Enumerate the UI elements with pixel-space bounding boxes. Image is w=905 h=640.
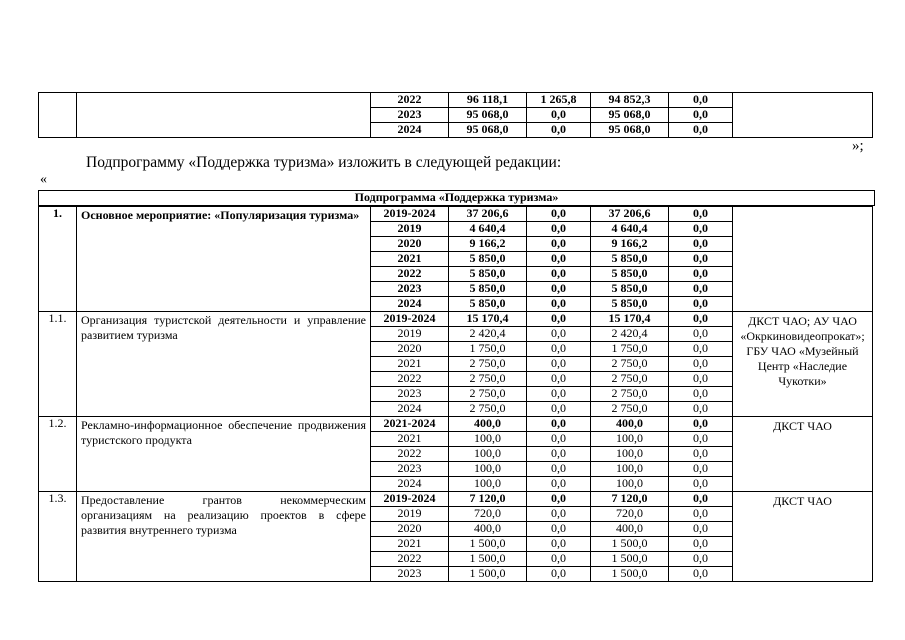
cell-total: 15 170,4 — [449, 312, 527, 327]
cell-c1: 0,0 — [527, 237, 591, 252]
cell-c3: 0,0 — [669, 108, 733, 123]
cell-c2: 2 420,4 — [591, 327, 669, 342]
section-name: Основное мероприятие: «Популяризация туризма» — [77, 207, 371, 312]
cell-c2: 9 166,2 — [591, 237, 669, 252]
cell-c1: 0,0 — [527, 327, 591, 342]
section-number: 1.3. — [39, 492, 77, 582]
cell-c2: 1 750,0 — [591, 342, 669, 357]
cell-c1: 0,0 — [527, 522, 591, 537]
cell-total: 95 068,0 — [449, 108, 527, 123]
cell-c2: 400,0 — [591, 522, 669, 537]
cell-c2: 5 850,0 — [591, 282, 669, 297]
responsible-cell: ДКСТ ЧАО — [733, 492, 873, 582]
responsible-cell — [733, 207, 873, 312]
cell-c2: 720,0 — [591, 507, 669, 522]
cell-c2: 5 850,0 — [591, 252, 669, 267]
cell-c2: 2 750,0 — [591, 372, 669, 387]
section-number: 1.2. — [39, 417, 77, 492]
cell-year: 2021 — [371, 357, 449, 372]
cell-c3: 0,0 — [669, 567, 733, 582]
cell-c1: 0,0 — [527, 462, 591, 477]
cell-total: 5 850,0 — [449, 267, 527, 282]
cell-c2: 7 120,0 — [591, 492, 669, 507]
cell-c1: 0,0 — [527, 417, 591, 432]
cell-c3: 0,0 — [669, 312, 733, 327]
cell-c1: 0,0 — [527, 372, 591, 387]
cell-year: 2019-2024 — [371, 492, 449, 507]
cell-c2: 4 640,4 — [591, 222, 669, 237]
table-row — [39, 207, 873, 222]
cell-c1: 1 265,8 — [527, 93, 591, 108]
cell-year: 2020 — [371, 342, 449, 357]
cell-c2: 2 750,0 — [591, 357, 669, 372]
responsible-cell: ДКСТ ЧАО; АУ ЧАО «Окркиновидеопрокат»; ГБУ ЧАО «Музейный Центр «Наследие Чукотки» — [733, 312, 873, 417]
top-budget-table — [38, 92, 873, 138]
cell-c1: 0,0 — [527, 402, 591, 417]
cell-total: 400,0 — [449, 522, 527, 537]
cell-total: 100,0 — [449, 447, 527, 462]
cell-c2: 95 068,0 — [591, 108, 669, 123]
cell-c3: 0,0 — [669, 357, 733, 372]
cell-total: 100,0 — [449, 477, 527, 492]
cell-year: 2021-2024 — [371, 417, 449, 432]
cell-c2: 37 206,6 — [591, 207, 669, 222]
cell-c3: 0,0 — [669, 372, 733, 387]
cell-total: 4 640,4 — [449, 222, 527, 237]
cell-total: 5 850,0 — [449, 297, 527, 312]
cell-c1: 0,0 — [527, 567, 591, 582]
cell-total: 1 500,0 — [449, 552, 527, 567]
section-name: Предоставление грантов некоммерческим организациям на реализацию проектов в сфере развития внутреннего туризма — [77, 492, 371, 582]
cell-year: 2019-2024 — [371, 312, 449, 327]
cell-year: 2024 — [371, 402, 449, 417]
cell-c2: 5 850,0 — [591, 267, 669, 282]
cell-year: 2019-2024 — [371, 207, 449, 222]
cell-c1: 0,0 — [527, 123, 591, 138]
table-row — [39, 312, 873, 327]
cell-c3: 0,0 — [669, 552, 733, 567]
section-name: Рекламно-информационное обеспечение продвижения туристского продукта — [77, 417, 371, 492]
cell-c3: 0,0 — [669, 252, 733, 267]
cell-c3: 0,0 — [669, 237, 733, 252]
cell-c1: 0,0 — [527, 108, 591, 123]
cell-c3: 0,0 — [669, 537, 733, 552]
cell-c3: 0,0 — [669, 387, 733, 402]
cell-c1: 0,0 — [527, 432, 591, 447]
cell-c2: 15 170,4 — [591, 312, 669, 327]
responsible-cell — [733, 93, 873, 138]
cell-total: 95 068,0 — [449, 123, 527, 138]
cell-year: 2020 — [371, 522, 449, 537]
cell-year: 2022 — [371, 267, 449, 282]
name-cell — [77, 93, 371, 138]
cell-total: 2 750,0 — [449, 402, 527, 417]
cell-year: 2024 — [371, 297, 449, 312]
cell-year: 2019 — [371, 222, 449, 237]
cell-c2: 400,0 — [591, 417, 669, 432]
table-row — [39, 417, 873, 432]
cell-total: 1 750,0 — [449, 342, 527, 357]
cell-c2: 2 750,0 — [591, 387, 669, 402]
cell-c1: 0,0 — [527, 492, 591, 507]
cell-c2: 100,0 — [591, 432, 669, 447]
cell-year: 2022 — [371, 552, 449, 567]
cell-c1: 0,0 — [527, 222, 591, 237]
table-row — [39, 93, 873, 108]
cell-c3: 0,0 — [669, 477, 733, 492]
cell-c3: 0,0 — [669, 207, 733, 222]
cell-c1: 0,0 — [527, 282, 591, 297]
cell-total: 2 420,4 — [449, 327, 527, 342]
cell-c3: 0,0 — [669, 297, 733, 312]
cell-c3: 0,0 — [669, 222, 733, 237]
cell-c2: 1 500,0 — [591, 537, 669, 552]
cell-total: 2 750,0 — [449, 372, 527, 387]
cell-c3: 0,0 — [669, 447, 733, 462]
cell-c1: 0,0 — [527, 267, 591, 282]
cell-c1: 0,0 — [527, 312, 591, 327]
cell-c1: 0,0 — [527, 342, 591, 357]
cell-total: 7 120,0 — [449, 492, 527, 507]
cell-year: 2021 — [371, 537, 449, 552]
cell-c3: 0,0 — [669, 417, 733, 432]
cell-total: 96 118,1 — [449, 93, 527, 108]
cell-c3: 0,0 — [669, 402, 733, 417]
cell-c2: 1 500,0 — [591, 552, 669, 567]
cell-c3: 0,0 — [669, 93, 733, 108]
cell-c3: 0,0 — [669, 123, 733, 138]
cell-year: 2023 — [371, 567, 449, 582]
cell-c3: 0,0 — [669, 522, 733, 537]
cell-c2: 2 750,0 — [591, 402, 669, 417]
cell-year: 2019 — [371, 327, 449, 342]
section-name: Организация туристской деятельности и управление развитием туризма — [77, 312, 371, 417]
cell-year: 2020 — [371, 237, 449, 252]
cell-total: 1 500,0 — [449, 567, 527, 582]
cell-c2: 5 850,0 — [591, 297, 669, 312]
cell-c1: 0,0 — [527, 207, 591, 222]
cell-year: 2019 — [371, 507, 449, 522]
cell-year: 2023 — [371, 282, 449, 297]
cell-c1: 0,0 — [527, 537, 591, 552]
cell-c2: 95 068,0 — [591, 123, 669, 138]
cell-year: 2022 — [371, 93, 449, 108]
section-number: 1.1. — [39, 312, 77, 417]
cell-year: 2022 — [371, 372, 449, 387]
cell-total: 5 850,0 — [449, 282, 527, 297]
cell-total: 9 166,2 — [449, 237, 527, 252]
cell-c1: 0,0 — [527, 357, 591, 372]
subprogram-title: Подпрограмма «Поддержка туризма» — [38, 190, 875, 206]
cell-c3: 0,0 — [669, 267, 733, 282]
number-cell — [39, 93, 77, 138]
cell-total: 2 750,0 — [449, 387, 527, 402]
cell-c1: 0,0 — [527, 387, 591, 402]
subprogram-table — [38, 206, 873, 582]
cell-c1: 0,0 — [527, 477, 591, 492]
cell-total: 720,0 — [449, 507, 527, 522]
cell-c3: 0,0 — [669, 342, 733, 357]
cell-c3: 0,0 — [669, 462, 733, 477]
cell-year: 2023 — [371, 108, 449, 123]
cell-year: 2021 — [371, 252, 449, 267]
cell-c2: 94 852,3 — [591, 93, 669, 108]
cell-c1: 0,0 — [527, 252, 591, 267]
cell-c1: 0,0 — [527, 447, 591, 462]
opening-quote: « — [40, 172, 47, 187]
section-number: 1. — [39, 207, 77, 312]
cell-year: 2023 — [371, 387, 449, 402]
cell-c3: 0,0 — [669, 492, 733, 507]
cell-c1: 0,0 — [527, 507, 591, 522]
cell-year: 2024 — [371, 123, 449, 138]
cell-total: 100,0 — [449, 462, 527, 477]
cell-c3: 0,0 — [669, 282, 733, 297]
closing-quote: »; — [852, 138, 864, 154]
amendment-paragraph: Подпрограмму «Поддержка туризма» изложить в следующей редакции: — [86, 154, 562, 171]
cell-c3: 0,0 — [669, 327, 733, 342]
cell-year: 2024 — [371, 477, 449, 492]
cell-total: 5 850,0 — [449, 252, 527, 267]
cell-year: 2021 — [371, 432, 449, 447]
cell-total: 100,0 — [449, 432, 527, 447]
cell-c1: 0,0 — [527, 297, 591, 312]
cell-c2: 100,0 — [591, 477, 669, 492]
cell-total: 2 750,0 — [449, 357, 527, 372]
table-row — [39, 492, 873, 507]
cell-total: 37 206,6 — [449, 207, 527, 222]
cell-c1: 0,0 — [527, 552, 591, 567]
cell-total: 400,0 — [449, 417, 527, 432]
cell-year: 2023 — [371, 462, 449, 477]
cell-c3: 0,0 — [669, 507, 733, 522]
cell-c2: 100,0 — [591, 462, 669, 477]
cell-c2: 1 500,0 — [591, 567, 669, 582]
cell-year: 2022 — [371, 447, 449, 462]
cell-c3: 0,0 — [669, 432, 733, 447]
cell-c2: 100,0 — [591, 447, 669, 462]
responsible-cell: ДКСТ ЧАО — [733, 417, 873, 492]
cell-total: 1 500,0 — [449, 537, 527, 552]
